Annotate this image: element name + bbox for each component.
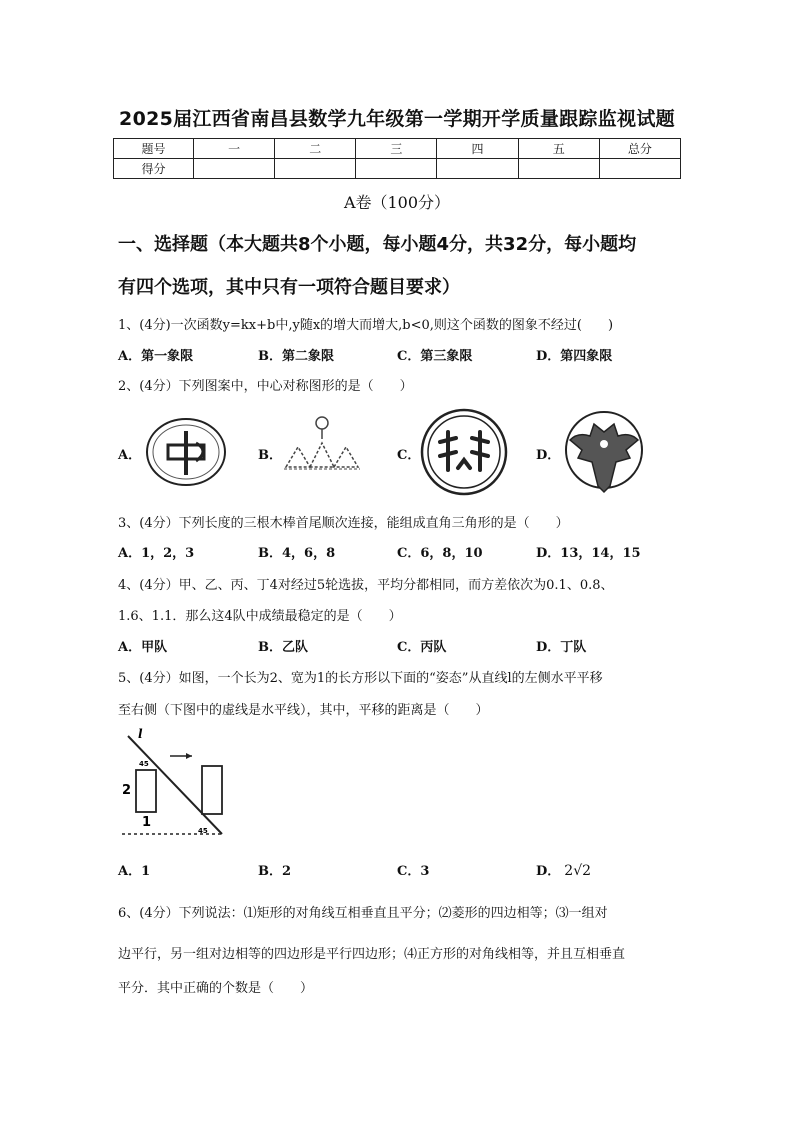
- q5-option-a[interactable]: A．1: [118, 864, 151, 879]
- q1-option-c[interactable]: C．第三象限: [397, 349, 473, 364]
- q2-figure-a-emblem: [144, 415, 228, 489]
- section-subtitle: A卷（100分）: [343, 193, 451, 212]
- score-cell[interactable]: [518, 159, 599, 179]
- q5-line-label: l: [138, 727, 143, 741]
- q2-option-b[interactable]: B．: [258, 448, 282, 463]
- q5-option-c[interactable]: C．3: [397, 864, 430, 879]
- q4-option-d[interactable]: D．丁队: [536, 640, 587, 655]
- score-table-header-row: [114, 139, 681, 159]
- q1-option-b[interactable]: B．第二象限: [258, 349, 334, 364]
- q2-option-a[interactable]: A．: [118, 448, 142, 463]
- page-title: 2025届江西省南昌县数学九年级第一学期开学质量跟踪监视试题: [119, 108, 675, 130]
- q2-figure-c-seal: [420, 408, 508, 496]
- q4-option-c[interactable]: C．丙队: [397, 640, 447, 655]
- table-cell: 五: [518, 139, 599, 159]
- question-4-line1: 4、(4分）甲、乙、丙、丁4对经过5轮选拔，平均分都相同，而方差依次为0.1、0.8、: [118, 578, 614, 593]
- question-1-text: 1、(4分)一次函数y=kx+b中,y随x的增大而增大,b<0,则这个函数的图象不经过( ): [118, 318, 614, 333]
- q1-option-d[interactable]: D．第四象限: [536, 349, 613, 364]
- q2-figure-b-triangles: [282, 413, 362, 473]
- question-5-line1: 5、(4分）如图，一个长为2、宽为1的长方形以下面的“姿态”从直线l的左侧水平平移: [118, 671, 603, 686]
- table-cell: 题号: [114, 139, 194, 159]
- q3-option-b[interactable]: B．4，6，8: [258, 546, 336, 561]
- q5-option-b[interactable]: B．2: [258, 864, 292, 879]
- score-cell[interactable]: [599, 159, 680, 179]
- q4-option-a[interactable]: A．甲队: [118, 640, 168, 655]
- question-2-text: 2、(4分）下列图案中，中心对称图形的是（ ）: [118, 379, 413, 394]
- section-heading-line1: 一、选择题（本大题共8个小题，每小题4分，共32分，每小题均: [118, 234, 637, 255]
- score-cell[interactable]: [356, 159, 437, 179]
- q3-option-a[interactable]: A．1，2，3: [118, 546, 195, 561]
- q5-angle-top-label: 45: [139, 760, 149, 768]
- q3-option-c[interactable]: C．6，8，10: [397, 546, 483, 561]
- question-3-text: 3、(4分）下列长度的三根木棒首尾顺次连接，能组成直角三角形的是（ ）: [118, 516, 569, 531]
- q2-figure-d-eagle: [560, 410, 648, 494]
- q5-figure-translation: [118, 726, 230, 842]
- table-cell: 一: [194, 139, 275, 159]
- score-cell[interactable]: [194, 159, 275, 179]
- q5-angle-bottom-label: 45: [198, 827, 208, 835]
- score-table: [113, 138, 681, 179]
- q5-option-d[interactable]: [536, 860, 591, 879]
- score-cell[interactable]: [437, 159, 518, 179]
- question-6-line2: 边平行，另一组对边相等的四边形是平行四边形；⑷正方形的对角线相等，并且互相垂直: [118, 947, 626, 962]
- question-6-line3: 平分．其中正确的个数是（ ）: [118, 981, 314, 996]
- q5-width-label: 1: [142, 815, 152, 830]
- question-6-line1: 6、(4分）下列说法：⑴矩形的对角线互相垂直且平分；⑵菱形的四边相等；⑶一组对: [118, 906, 608, 921]
- q2-option-c[interactable]: C．: [397, 448, 421, 463]
- q4-option-b[interactable]: B．乙队: [258, 640, 308, 655]
- table-cell: 四: [437, 139, 518, 159]
- table-cell: 二: [275, 139, 356, 159]
- table-cell: 得分: [114, 159, 194, 179]
- q5-length-label: 2: [122, 783, 132, 798]
- question-4-line2: 1.6、1.1．那么这4队中成绩最稳定的是（ ）: [118, 609, 402, 624]
- q3-option-d[interactable]: D．13，14，15: [536, 546, 641, 561]
- q5-option-d-math: 2√2: [564, 863, 592, 879]
- q5-option-d-label: D．: [536, 864, 561, 879]
- score-table-score-row: [114, 159, 681, 179]
- table-cell: 三: [356, 139, 437, 159]
- q2-option-d[interactable]: D．: [536, 448, 561, 463]
- question-5-line2: 至右侧（下图中的虚线是水平线），其中，平移的距离是（ ）: [118, 703, 489, 718]
- q1-option-a[interactable]: A．第一象限: [118, 349, 194, 364]
- score-cell[interactable]: [275, 159, 356, 179]
- table-cell: 总分: [599, 139, 680, 159]
- section-heading-line2: 有四个选项，其中只有一项符合题目要求）: [118, 277, 460, 298]
